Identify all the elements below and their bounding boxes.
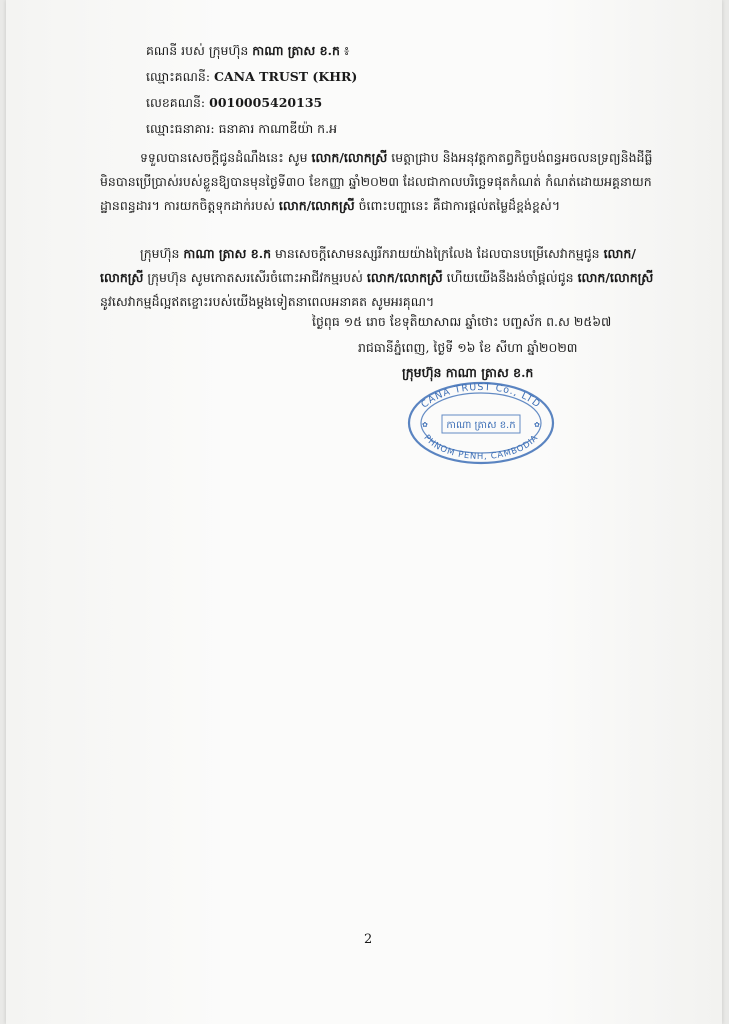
svg-text:CANA TRUST Co., LTD <box>419 382 543 411</box>
lunar-date-line: ថ្ងៃពុធ ១៥ រោច ខែទុតិយាសាឍ ឆ្នាំថោះ បញ្ចស័ក ព.ស ២៥៦៧ <box>312 314 612 329</box>
p1-sir-madam-2: លោក/លោកស្រី <box>278 198 355 213</box>
paragraph-2 <box>100 242 660 314</box>
account-of-company-line <box>146 43 349 59</box>
paragraph-1 <box>100 146 660 218</box>
stamp-ornament-right-icon: ✿ <box>534 421 540 429</box>
p2-sir-madam: លោក/លោកស្រី <box>100 246 636 285</box>
p2-sir-madam-2: លោក/លោកស្រី <box>366 270 443 285</box>
p2-company: កាណា ត្រាស ខ.ក <box>183 246 272 261</box>
p1-sir-madam: លោក/លោកស្រី <box>311 150 388 165</box>
stamp-top-text: CANA TRUST Co., LTD <box>419 381 543 411</box>
p1-text-a: ទទួលបានសេចក្ដីជូនដំណឹងនេះ សូម <box>140 150 308 165</box>
company-name: កាណា ត្រាស ខ.ក <box>252 43 340 58</box>
p2-sir-madam-3: លោក/លោកស្រី <box>577 270 654 285</box>
account-number-line <box>146 95 322 111</box>
stamp-bottom-text: PHNOM PENH, CAMBODIA <box>421 433 541 463</box>
company-stamp <box>406 380 556 466</box>
account-name-value: CANA TRUST (KHR) <box>214 69 358 84</box>
p2-text-a: ក្រុមហ៊ុន <box>140 246 180 261</box>
p1-text-c: ចំពោះបញ្ហានេះ គឺជាការផ្ដល់តម្លៃដ៏ខ្ពង់ខ្ពស់។ <box>358 198 561 213</box>
account-of-company-label: គណនី របស់ ក្រុមហ៊ុន <box>146 43 249 58</box>
stamp-center-text: កាណា ត្រាស ខ.ក <box>446 420 516 431</box>
page-number: 2 <box>364 932 373 947</box>
bank-name-value: ធនាគារ កាណាឌីយ៉ា ក.អ <box>218 121 338 136</box>
solar-date-line: រាជធានីភ្នំពេញ, ថ្ងៃទី ១៦ ខែ សីហា ឆ្នាំ២០២៣ <box>358 340 578 355</box>
signatory-company-name: ក្រុមហ៊ុន កាណា ត្រាស ខ.ក <box>402 365 534 380</box>
bank-name-line <box>146 121 337 137</box>
account-name-line <box>146 69 357 85</box>
account-number-label: លេខគណនី: <box>146 95 206 110</box>
p2-text-b: មានសេចក្ដីសោមនស្សរីករាយយ៉ាងក្រៃលែង ដែលបានបម្រើសេវាកម្មជូន <box>275 246 600 261</box>
p1-text-b: មេត្តាជ្រាប និងអនុវត្តកាតព្វកិច្ចបង់ពន្ធអចលនទ្រព្យនិងដីធ្លីមិនបានប្រើប្រាស់របស់ខ្លួនឱ្យបានមុនថ្ងៃទី៣០ ខែកញ្ញា ឆ្នាំ២០២៣ ដែលជាកាលបរិច្ឆេទផុតកំណត់ កំណត់ដោយអគ្គនាយកដ្ឋានពន្ធដារ។ ការយកចិត្តទុកដាក់របស់ <box>100 150 653 213</box>
colon: ៖ <box>339 43 350 58</box>
p2-text-d: ហើយយើងនឹងរង់ចាំផ្ដល់ជូន <box>446 270 574 285</box>
stamp-ornament-left-icon: ✿ <box>422 421 428 429</box>
document-page <box>6 0 722 1024</box>
svg-text:PHNOM PENH, CAMBODIA <box>421 433 540 462</box>
account-name-label: ឈ្មោះគណនី: <box>146 69 211 84</box>
p2-text-e: នូវសេវាកម្មដ៏ល្អឥតខ្ចោះរបស់យើងម្ដងទៀតនាពេលអនាគត សូមអរគុណ។ <box>100 294 435 309</box>
bank-name-label: ឈ្មោះធនាគារ: <box>146 121 215 136</box>
p2-text-c: ក្រុមហ៊ុន សូមកោតសរសើរចំពោះអាជីវកម្មរបស់ <box>147 270 363 285</box>
account-number-value: 0010005420135 <box>209 95 323 110</box>
